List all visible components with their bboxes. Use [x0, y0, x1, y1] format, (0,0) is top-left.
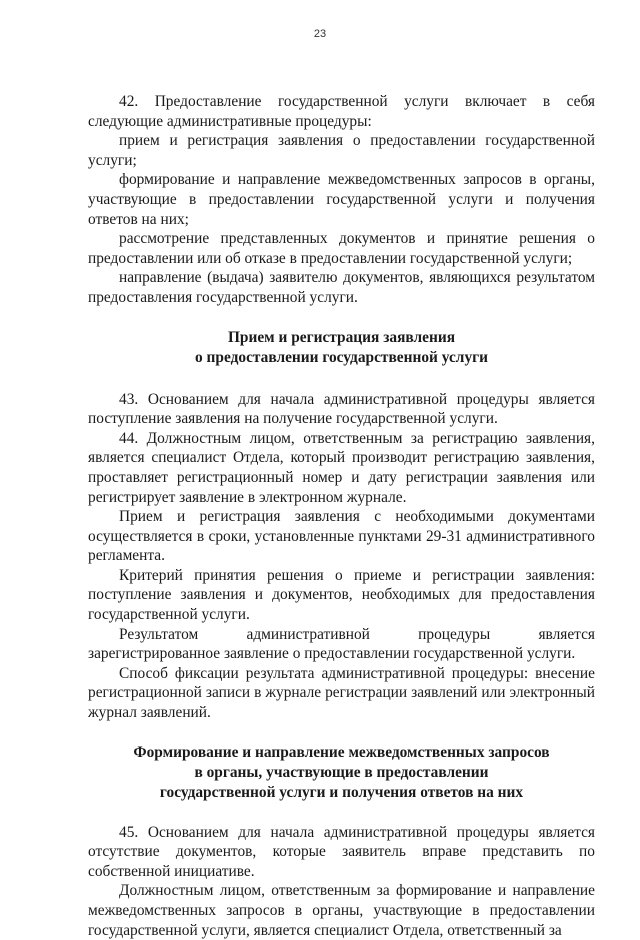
section-heading-line: государственной услуги и получения ответов на них	[159, 783, 524, 801]
paragraph-42: 42. Предоставление государственной услуги включает в себя следующие административные процедуры:	[88, 93, 595, 130]
paragraph-terms: Прием и регистрация заявления с необходимыми документами осуществляется в сроки, установленные пунктами 29-31 административного регламента.	[88, 508, 595, 565]
section-heading-interagency	[88, 743, 595, 803]
paragraph-criterion: Критерий принятия решения о приеме и регистрации заявления: поступление заявления и документов, необходимых для предоставления государственной услуги.	[88, 566, 595, 624]
section-heading-line: в органы, участвующие в предоставлении	[194, 763, 489, 781]
section-heading-line: Формирование и направление межведомственных запросов	[133, 743, 550, 761]
page-number: 23	[313, 28, 327, 40]
list-item-procedure-1: прием и регистрация заявления о предоставлении государственной услуги;	[88, 132, 595, 169]
section-administrative-procedures	[88, 92, 595, 308]
list-item-procedure-4: направление (выдача) заявителю документов, являющихся результатом предоставления государственной услуги.	[88, 269, 595, 306]
paragraph-result: Результатом административной процедуры является зарегистрированное заявление о предоставлении государственной услуги.	[88, 625, 595, 663]
paragraph-fixation: Способ фиксации результата административной процедуры: внесение регистрационной записи в журнале регистрации заявлений или электронный журнал заявлений.	[88, 664, 595, 722]
section-heading-line: Прием и регистрация заявления	[227, 328, 456, 346]
section-heading-reception	[88, 328, 595, 368]
paragraph-43: 43. Основанием для начала административной процедуры является поступление заявления на получение государственной услуги.	[88, 390, 595, 428]
list-item-procedure-3: рассмотрение представленных документов и принятие решения о предоставлении или об отказе в предоставлении государственной услуги;	[88, 230, 595, 267]
paragraph-responsible-official: Должностным лицом, ответственным за формирование и направление межведомственных запросов в органы, участвующие в предоставлении государственной услуги, является специалист Отдела, ответственный за	[88, 882, 595, 939]
list-item-procedure-2: формирование и направление межведомственных запросов в органы, участвующие в предоставлении государственной услуги и получения ответов на них;	[88, 171, 595, 228]
section-reception-registration	[88, 390, 595, 723]
paragraph-45: 45. Основанием для начала административной процедуры является отсутствие документов, которые заявитель вправе представить по собственной инициативе.	[88, 823, 595, 880]
document-body	[88, 92, 595, 940]
section-interagency-requests	[88, 823, 595, 940]
paragraph-44: 44. Должностным лицом, ответственным за регистрацию заявления, является специалист Отдела, который производит регистрацию заявления, проставляет регистрационный номер и дату регистрации заявления или регистрирует заявление в электронном журнале.	[88, 429, 595, 506]
section-heading-line: о предоставлении государственной услуги	[195, 348, 488, 366]
